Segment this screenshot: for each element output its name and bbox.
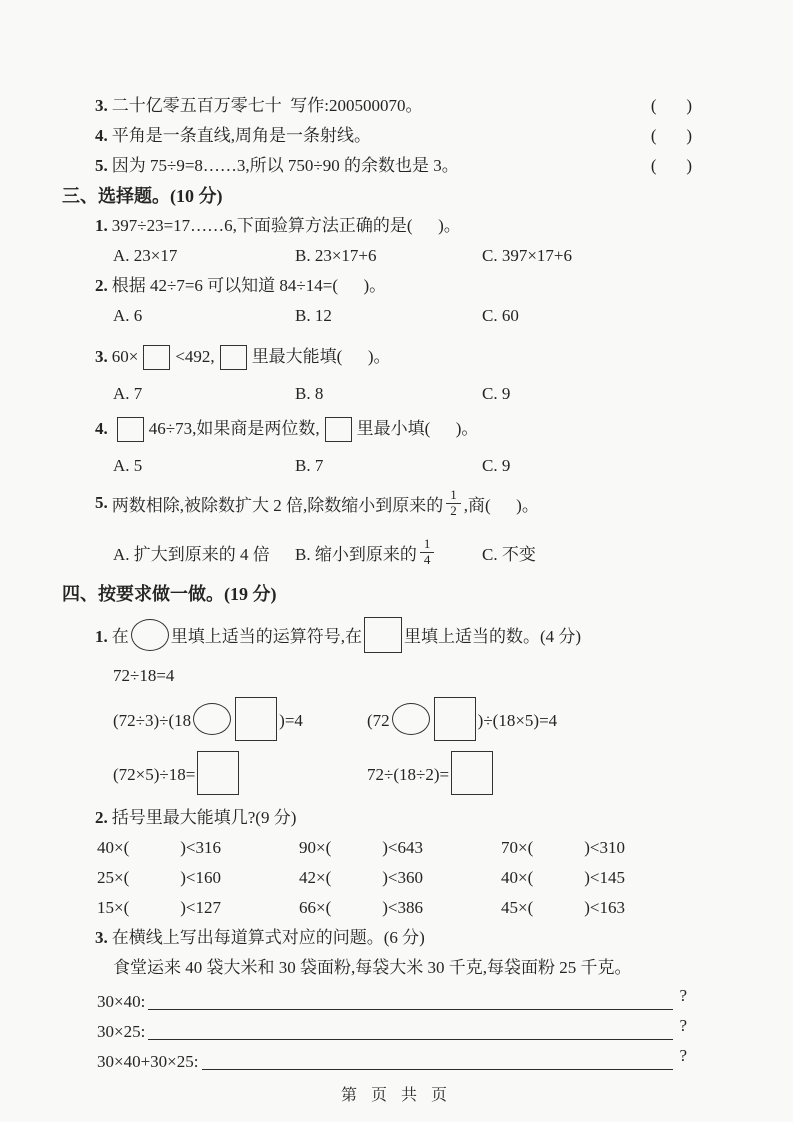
question-mark: ? (679, 1046, 687, 1065)
sec3-q1-options (113, 245, 692, 267)
write-line-1 (97, 987, 687, 1013)
expression-label: 30×25: (97, 1022, 146, 1041)
blank-box (325, 417, 352, 442)
write-line-2 (97, 1017, 687, 1043)
formula-2 (367, 697, 557, 741)
expression-label: 30×40+30×25: (97, 1052, 199, 1071)
bracket-exercise: 90×( )<643 (299, 838, 423, 857)
question-text: 里最大能填( )。 (251, 347, 391, 366)
item-number: 2. (95, 808, 108, 827)
sec3-q4-options (113, 455, 692, 477)
question-text: 里填上适当的数。(4 分) (404, 627, 582, 646)
option-c: C. 9 (482, 384, 511, 403)
sec3-q3 (95, 341, 692, 373)
option-b: B. 7 (295, 456, 324, 475)
question-text: 60× (111, 347, 139, 366)
question-text: 在 (111, 627, 129, 646)
sec4-q3 (95, 927, 692, 949)
option-b: B. 8 (295, 384, 324, 403)
answer-underline (202, 1051, 674, 1070)
question-text: <492, (175, 347, 215, 366)
answer-bracket: ( ) (650, 96, 692, 115)
write-line-3 (97, 1047, 687, 1073)
fraction-numerator: 1 (446, 488, 461, 504)
option-c: C. 9 (482, 456, 511, 475)
formula-4 (367, 751, 495, 795)
question-text: 两数相除,被除数扩大 2 倍,除数缩小到原来的 (111, 495, 444, 515)
option-a: A. 23×17 (113, 246, 178, 265)
formula-text: (72×5)÷18= (113, 765, 196, 784)
bracket-exercise: 40×( )<145 (501, 868, 625, 887)
fraction-numerator: 1 (420, 537, 435, 553)
sec3-q2-options (113, 305, 692, 327)
item-number: 4. (95, 419, 108, 438)
sec4-q1 (95, 617, 692, 657)
answer-box (434, 697, 476, 741)
operator-circle (131, 619, 169, 651)
item-number: 2. (95, 276, 108, 295)
item-number: 1. (95, 216, 108, 235)
fraction-denominator: 4 (423, 551, 431, 567)
bracket-exercise: 45×( )<163 (501, 898, 625, 917)
question-text: 397÷23=17……6,下面验算方法正确的是( )。 (111, 216, 461, 235)
option-b: B. 12 (295, 306, 332, 325)
fraction-denominator: 2 (450, 502, 457, 518)
formula-text: (72÷3)÷(18 (113, 711, 192, 730)
item-number: 3. (95, 96, 108, 115)
answer-underline (148, 1021, 673, 1040)
page-footer: 第 页 共 页 (340, 1087, 452, 1104)
expression-label: 30×40: (97, 992, 146, 1011)
item-number: 1. (95, 627, 108, 646)
formula-1 (113, 697, 367, 741)
section-4-title: 四、按要求做一做。(19 分) (62, 584, 277, 604)
option-c: C. 不变 (482, 544, 536, 564)
question-text: 根据 42÷7=6 可以知道 84÷14=( )。 (111, 276, 387, 295)
sec4-q2 (95, 807, 692, 829)
judge-item-4 (95, 125, 692, 147)
option-b (295, 537, 482, 568)
answer-underline (148, 991, 673, 1010)
option-c: C. 60 (482, 306, 519, 325)
word-problem-context: 食堂运来 40 袋大米和 30 袋面粉,每袋大米 30 千克,每袋面粉 25 千克。 (113, 958, 632, 977)
question-text: 里填上适当的运算符号,在 (170, 627, 362, 646)
item-number: 3. (95, 347, 108, 366)
operator-circle (193, 703, 231, 735)
question-text: 46÷73,如果商是两位数, (148, 419, 320, 438)
answer-bracket: ( ) (650, 126, 692, 145)
item-number: 4. (95, 126, 108, 145)
operator-circle (392, 703, 430, 735)
option-a: A. 5 (113, 456, 143, 475)
blank-box (117, 417, 144, 442)
bracket-exercise: 66×( )<386 (299, 898, 423, 917)
sec3-q3-options (113, 383, 692, 405)
sec3-q5 (95, 481, 692, 525)
bracket-row-2 (97, 867, 692, 889)
formula-text: 72÷(18÷2)= (367, 765, 450, 784)
bracket-exercise: 42×( )<360 (299, 868, 423, 887)
judge-item-text (95, 155, 459, 177)
answer-bracket: ( ) (650, 156, 692, 175)
judge-item-3 (95, 95, 692, 117)
formula-3 (113, 751, 367, 795)
sec4-q1-formula-row-2 (113, 749, 692, 797)
option-a: A. 7 (113, 384, 143, 403)
option-c: C. 397×17+6 (482, 246, 573, 265)
blank-box (220, 345, 247, 370)
judge-statement: 平角是一条直线,周角是一条射线。 (111, 126, 371, 145)
question-text: 在横线上写出每道算式对应的问题。(6 分) (111, 928, 425, 947)
option-b-text: B. 缩小到原来的 (295, 544, 417, 564)
option-a: A. 扩大到原来的 4 倍 (113, 544, 270, 564)
judge-statement: 二十亿零五百万零七十 写作:200500070。 (111, 96, 423, 115)
question-text: 括号里最大能填几?(9 分) (111, 808, 297, 827)
judge-item-text (95, 95, 422, 117)
bracket-exercise: 40×( )<316 (97, 838, 221, 857)
formula-text: )÷(18×5)=4 (477, 711, 558, 730)
question-text: 里最小填( )。 (356, 419, 479, 438)
sec3-q1 (95, 215, 692, 237)
answer-box (197, 751, 239, 795)
sec3-q2 (95, 275, 692, 297)
answer-box (235, 697, 277, 741)
bracket-exercise: 25×( )<160 (97, 868, 221, 887)
judge-statement: 因为 75÷9=8……3,所以 750÷90 的余数也是 3。 (111, 156, 459, 175)
blank-box (364, 617, 402, 653)
sec3-q5-options (113, 529, 692, 575)
item-number: 5. (95, 493, 108, 512)
question-text: ,商( )。 (463, 495, 539, 515)
sec4-q1-formula-row-1 (113, 695, 692, 743)
answer-box (451, 751, 493, 795)
item-number: 5. (95, 156, 108, 175)
question-mark: ? (679, 986, 687, 1005)
blank-box (143, 345, 170, 370)
sec3-q4 (95, 413, 692, 445)
section-3-title: 三、选择题。(10 分) (62, 186, 223, 206)
option-a: A. 6 (113, 306, 143, 325)
judge-item-5 (95, 155, 692, 177)
question-mark: ? (679, 1016, 687, 1035)
bracket-row-3 (97, 897, 692, 919)
bracket-exercise: 70×( )<310 (501, 838, 625, 857)
given-equation: 72÷18=4 (113, 666, 175, 685)
option-b: B. 23×17+6 (295, 246, 377, 265)
judge-item-text (95, 125, 371, 147)
formula-text: )=4 (279, 711, 303, 730)
formula-text: (72 (367, 711, 390, 730)
paper-content (62, 95, 692, 1073)
item-number: 3. (95, 928, 108, 947)
fraction-one-half (446, 488, 461, 519)
bracket-row-1 (97, 837, 692, 859)
bracket-exercise: 15×( )<127 (97, 898, 221, 917)
fraction-one-quarter (420, 537, 435, 568)
